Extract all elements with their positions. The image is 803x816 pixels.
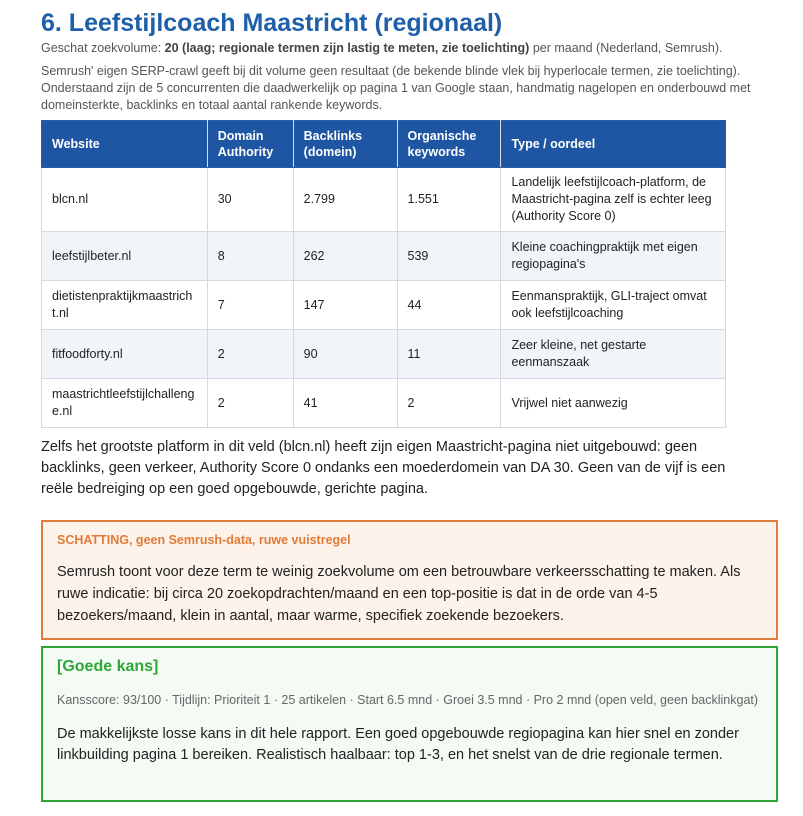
header-website: Website	[42, 121, 208, 168]
cell-domain-authority: 30	[207, 168, 293, 232]
cell-organic-keywords: 539	[397, 232, 501, 281]
estimate-text: Semrush toont voor deze term te weinig zoekvolume om een betrouwbare verkeersschatting te maken. Als ruwe indicatie: bij circa 20 zoekopdrachten/maand en een top-positie is dat in de orde van 4-5 bezoekers/maand, klein in aantal, maar warme, specifiek zoekende bezoekers.	[57, 564, 741, 624]
cell-type-verdict: Kleine coachingpraktijk met eigen regiopagina's	[501, 232, 726, 281]
volume-value: 20 (laag; regionale termen zijn lastig te meten, zie toelichting)	[164, 41, 530, 55]
table-header-row	[42, 121, 726, 168]
section-heading: 6. Leefstijlcoach Maastricht (regionaal)	[41, 9, 503, 37]
estimate-callout	[41, 520, 778, 640]
table-row	[42, 232, 726, 281]
competitor-table	[41, 120, 726, 428]
cell-website: dietistenpraktijkmaastricht.nl	[42, 281, 208, 330]
cell-website: blcn.nl	[42, 168, 208, 232]
cell-domain-authority: 2	[207, 330, 293, 379]
volume-prefix: Geschat zoekvolume:	[41, 41, 165, 55]
intro-paragraph: Semrush' eigen SERP-crawl geeft bij dit volume geen resultaat (de bekende blinde vlek bij hyperlocale termen, zie toelichting). Onderstaand zijn de 5 concurrenten die daadwerkelijk op pagina 1 van Google staan, handmatig nagelopen en onderbouwd met domeinsterkte, backlinks en totaal aantal rankende keywords.	[41, 64, 751, 112]
cell-organic-keywords: 11	[397, 330, 501, 379]
cell-backlinks: 90	[293, 330, 397, 379]
cell-type-verdict: Vrijwel niet aanwezig	[501, 379, 726, 428]
opportunity-label: [Goede kans]	[57, 658, 159, 675]
conclusion-paragraph: Zelfs het grootste platform in dit veld (blcn.nl) heeft zijn eigen Maastricht-pagina niet uitgebouwd: geen backlinks, geen verkeer, Authority Score 0 ondanks een moederdomein van DA 30. Geen van de vijf is een reële bedreiging op een goed opgebouwde, gerichte pagina.	[41, 439, 726, 497]
cell-type-verdict: Eenmanspraktijk, GLI-traject omvat ook leefstijlcoaching	[501, 281, 726, 330]
opportunity-callout	[41, 646, 778, 802]
table-row	[42, 281, 726, 330]
header-backlinks: Backlinks (domein)	[293, 121, 397, 168]
cell-organic-keywords: 2	[397, 379, 501, 428]
header-organic-keywords: Organische keywords	[397, 121, 501, 168]
cell-organic-keywords: 1.551	[397, 168, 501, 232]
cell-website: leefstijlbeter.nl	[42, 232, 208, 281]
cell-backlinks: 262	[293, 232, 397, 281]
header-domain-authority: Domain Authority	[207, 121, 293, 168]
cell-domain-authority: 2	[207, 379, 293, 428]
cell-domain-authority: 8	[207, 232, 293, 281]
cell-type-verdict: Landelijk leefstijlcoach-platform, de Maastricht-pagina zelf is echter leeg (Authority Score 0)	[501, 168, 726, 232]
table-row	[42, 330, 726, 379]
header-type-verdict: Type / oordeel	[501, 121, 726, 168]
opportunity-text: De makkelijkste losse kans in dit hele rapport. Een goed opgebouwde regiopagina kan hier snel en zonder linkbuilding pagina 1 bereiken. Realistisch haalbaar: top 1-3, en het snelst van de drie regionale termen.	[57, 726, 739, 763]
volume-suffix: per maand (Nederland, Semrush).	[529, 41, 723, 55]
cell-organic-keywords: 44	[397, 281, 501, 330]
report-section	[41, 8, 779, 802]
table-row	[42, 379, 726, 428]
search-volume-line	[41, 40, 779, 57]
table-row	[42, 168, 726, 232]
cell-website: fitfoodforty.nl	[42, 330, 208, 379]
cell-backlinks: 147	[293, 281, 397, 330]
cell-domain-authority: 7	[207, 281, 293, 330]
cell-type-verdict: Zeer kleine, net gestarte eenmanszaak	[501, 330, 726, 379]
estimate-label: SCHATTING, geen Semrush-data, ruwe vuistregel	[57, 533, 351, 547]
opportunity-stats: Kansscore: 93/100 · Tijdlijn: Prioriteit 1 · 25 artikelen · Start 6.5 mnd · Groei 3.5 mnd · Pro 2 mnd (open veld, geen backlinkgat)	[57, 693, 759, 707]
cell-backlinks: 41	[293, 379, 397, 428]
cell-website: maastrichtleefstijlchallenge.nl	[42, 379, 208, 428]
cell-backlinks: 2.799	[293, 168, 397, 232]
